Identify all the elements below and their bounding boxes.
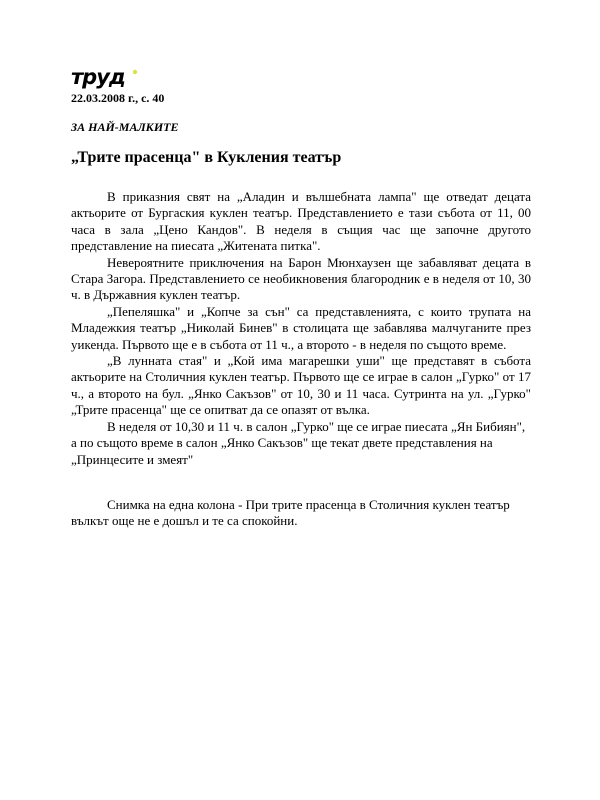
trud-logo-icon — [71, 66, 141, 90]
article-paragraph: В приказния свят на „Аладин и вълшебната лампа" ще отведат децата актьорите от Бургаския куклен театър. Представлението е тази събота от 11, 00 часа в зала „Цено Кандов". В неделя в същия час ще започне другото представление на пиесата „Житената питка". — [71, 189, 531, 254]
date-page-line: 22.03.2008 г., с. 40 — [71, 91, 165, 105]
article-body — [71, 189, 531, 468]
newspaper-logo — [71, 66, 141, 90]
article-paragraph: Невероятните приключения на Барон Мюнхаузен ще забавляват децата в Стара Загора. Представлението се необикновения благородник е в неделя от 10, 30 ч. в Държавния куклен театър. — [71, 254, 531, 303]
article-headline: „Трите прасенца" в Кукления театър — [71, 149, 342, 166]
article-paragraph: В неделя от 10,30 и 11 ч. в салон „Гурко" ще се играе пиесата „Ян Бибиян", а по същото време в салон „Янко Сакъзов" ще текат двете представления на „Принцесите и змеят" — [71, 418, 526, 467]
article-paragraph: „В лунната стая" и „Кой има магарешки уши" ще представят в събота актьорите на Столичния куклен театър. Първото ще се играе в салон „Гурко" от 17 ч., а второто на бул. „Янко Сакъзов" от 10, 30 и 11 часа. Сутринта на ул. „Гурко" „Трите прасенца" ще се опитват да се опазят от вълка. — [71, 353, 531, 418]
photo-caption: Снимка на една колона - При трите прасенца в Столичния куклен театър вълкът още не е дошъл и те са спокойни. — [71, 497, 510, 529]
section-rubric: ЗА НАЙ-МАЛКИТЕ — [71, 120, 179, 134]
logo-accent-dot — [133, 70, 137, 74]
logo-text: труд — [71, 66, 125, 89]
article-paragraph: „Пепеляшка" и „Копче за сън" са представленията, с които трупата на Младежкия театър „Николай Бинев" в столицата ще забавлява малчуганите през уикенда. Първото ще е в събота от 11 ч., а второто - в неделя по същото време. — [71, 303, 531, 352]
